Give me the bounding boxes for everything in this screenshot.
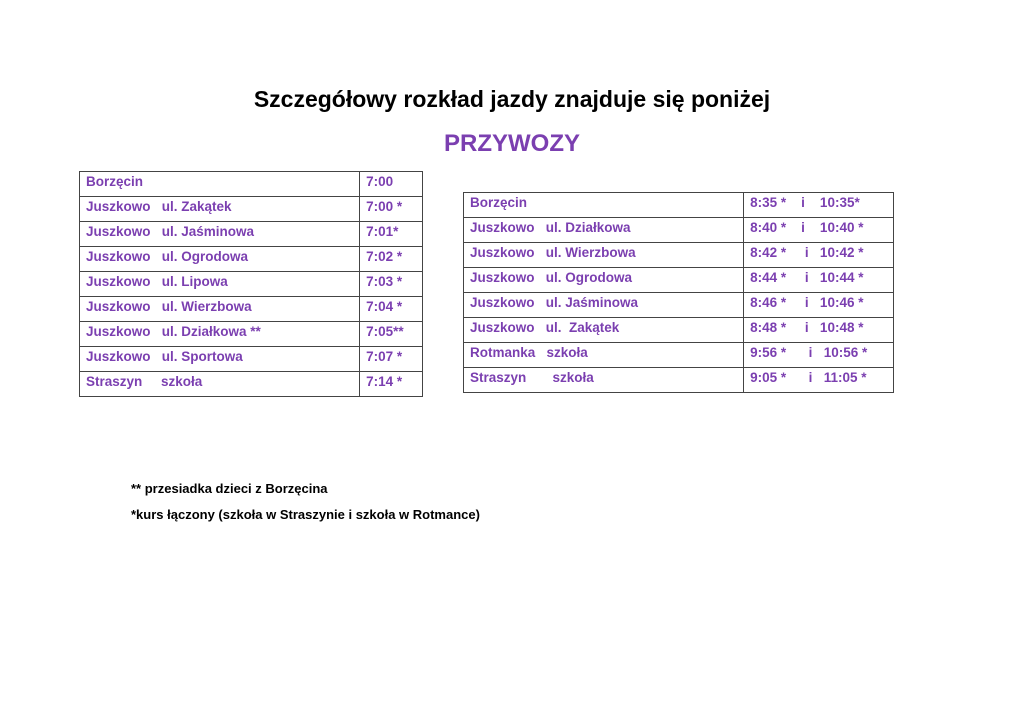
footnote-transfer: ** przesiadka dzieci z Borzęcina	[131, 481, 328, 496]
stop-cell: Juszkowo ul. Jaśminowa	[80, 222, 360, 247]
table-row	[80, 347, 423, 372]
table-row	[80, 372, 423, 397]
stop-cell: Juszkowo ul. Lipowa	[80, 272, 360, 297]
time-cell: 8:44 * i 10:44 *	[744, 268, 894, 293]
time-cell: 7:04 *	[360, 297, 423, 322]
stop-cell: Borzęcin	[464, 193, 744, 218]
table-row	[80, 222, 423, 247]
table-row	[464, 318, 894, 343]
stop-cell: Juszkowo ul. Zakątek	[464, 318, 744, 343]
table-row	[464, 218, 894, 243]
stop-cell: Juszkowo ul. Wierzbowa	[464, 243, 744, 268]
table-row	[80, 272, 423, 297]
table-row	[80, 322, 423, 347]
table-row	[464, 343, 894, 368]
stop-cell: Juszkowo ul. Działkowa	[464, 218, 744, 243]
table-row	[464, 268, 894, 293]
time-cell: 7:00 *	[360, 197, 423, 222]
table-row	[464, 193, 894, 218]
stop-cell: Juszkowo ul. Jaśminowa	[464, 293, 744, 318]
stop-cell: Juszkowo ul. Działkowa **	[80, 322, 360, 347]
time-cell: 8:40 * i 10:40 *	[744, 218, 894, 243]
stop-cell: Straszyn szkoła	[80, 372, 360, 397]
time-cell: 7:07 *	[360, 347, 423, 372]
time-cell: 8:35 * i 10:35*	[744, 193, 894, 218]
stop-cell: Juszkowo ul. Zakątek	[80, 197, 360, 222]
footnote-combined-route: *kurs łączony (szkoła w Straszynie i szkoła w Rotmance)	[131, 507, 480, 522]
time-cell: 9:05 * i 11:05 *	[744, 368, 894, 393]
stop-cell: Juszkowo ul. Wierzbowa	[80, 297, 360, 322]
time-cell: 8:46 * i 10:46 *	[744, 293, 894, 318]
stop-cell: Straszyn szkoła	[464, 368, 744, 393]
table-row	[80, 247, 423, 272]
page-title: Szczegółowy rozkład jazdy znajduje się poniżej	[253, 86, 771, 112]
table-row	[464, 243, 894, 268]
stop-cell: Juszkowo ul. Ogrodowa	[464, 268, 744, 293]
table-row	[80, 172, 423, 197]
time-cell: 7:01*	[360, 222, 423, 247]
stop-cell: Borzęcin	[80, 172, 360, 197]
table-row	[80, 197, 423, 222]
time-cell: 7:02 *	[360, 247, 423, 272]
time-cell: 7:05**	[360, 322, 423, 347]
stop-cell: Juszkowo ul. Sportowa	[80, 347, 360, 372]
section-title: PRZYWOZY	[444, 130, 580, 157]
table-row	[464, 293, 894, 318]
schedule-table-later	[463, 192, 894, 393]
time-cell: 8:42 * i 10:42 *	[744, 243, 894, 268]
schedule-table-morning	[79, 171, 423, 397]
stop-cell: Rotmanka szkoła	[464, 343, 744, 368]
time-cell: 9:56 * i 10:56 *	[744, 343, 894, 368]
table-row	[80, 297, 423, 322]
time-cell: 7:14 *	[360, 372, 423, 397]
stop-cell: Juszkowo ul. Ogrodowa	[80, 247, 360, 272]
time-cell: 7:03 *	[360, 272, 423, 297]
table-row	[464, 368, 894, 393]
time-cell: 7:00	[360, 172, 423, 197]
time-cell: 8:48 * i 10:48 *	[744, 318, 894, 343]
